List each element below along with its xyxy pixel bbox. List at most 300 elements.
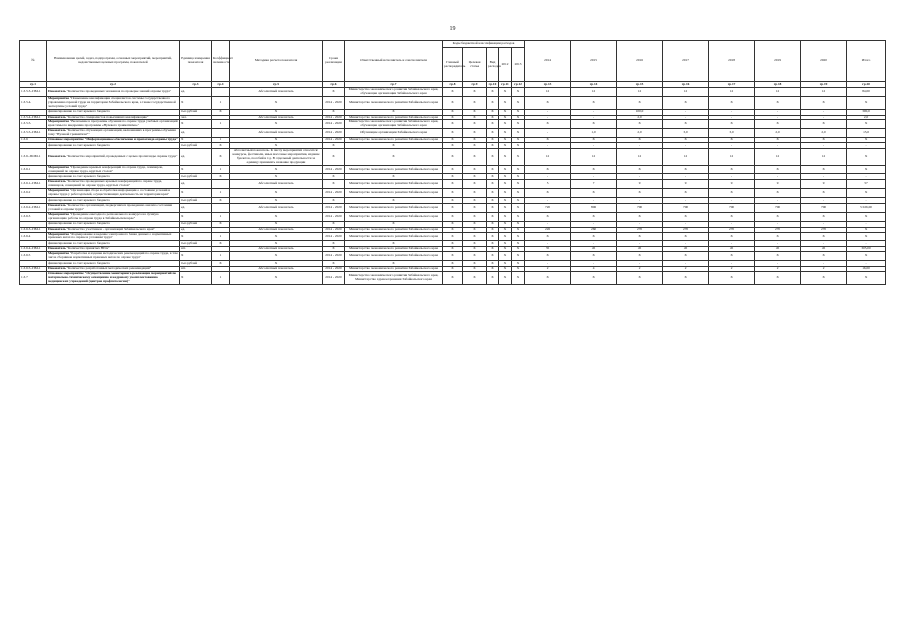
- table-cell: 12: [525, 148, 571, 165]
- table-cell: Х: [512, 115, 525, 120]
- table-cell: 2014 - 2020: [323, 96, 345, 109]
- table-cell: Х: [345, 109, 443, 115]
- table-cell: 4: [571, 267, 617, 272]
- column-number-cell: гр.6: [323, 82, 345, 88]
- table-cell: 226: [525, 227, 571, 232]
- table-cell: 12: [801, 148, 847, 165]
- table-cell: Х: [525, 212, 571, 221]
- table-cell: -: [755, 142, 801, 148]
- table-cell: Х: [499, 198, 512, 204]
- table-cell: Х: [487, 252, 499, 261]
- column-number-cell: гр.4: [212, 82, 230, 88]
- table-cell: Х: [847, 148, 886, 165]
- table-cell: Показатель "Количество проведенных экзаменов по проверке знаний охраны труда": [47, 88, 180, 97]
- table-cell: 1: [212, 232, 230, 241]
- table-cell: Х: [499, 272, 512, 285]
- table-cell: Х: [180, 212, 212, 221]
- table-cell: Х: [709, 120, 755, 129]
- table-cell: Министерство экономического развития Забайкальского края: [345, 252, 443, 261]
- table-cell: Х: [463, 272, 487, 285]
- table-cell: 1.3.6.4: [20, 232, 47, 241]
- table-cell: Х: [345, 142, 443, 148]
- table-cell: 45: [571, 247, 617, 252]
- column-number-cell: гр.11: [499, 82, 512, 88]
- table-cell: -: [525, 109, 571, 115]
- table-cell: -: [709, 198, 755, 204]
- table-cell: -: [847, 221, 886, 227]
- table-cell: -: [755, 109, 801, 115]
- table-cell: финансирование за счет краевого бюджета: [47, 261, 180, 267]
- table-cell: Х: [512, 267, 525, 272]
- table-cell: Х: [230, 165, 323, 174]
- table-cell: Х: [345, 241, 443, 247]
- table-cell: Х: [801, 252, 847, 261]
- table-cell: Х: [617, 165, 663, 174]
- table-cell: Х: [463, 109, 487, 115]
- table-cell: [212, 88, 230, 97]
- table-cell: Х: [212, 261, 230, 267]
- table-cell: -: [571, 198, 617, 204]
- table-cell: Х: [180, 165, 212, 174]
- table-cell: 300,0: [847, 109, 886, 115]
- table-cell: [212, 180, 230, 189]
- table-cell: -: [617, 261, 663, 267]
- table-cell: Х: [571, 96, 617, 109]
- table-cell: Х: [847, 272, 886, 285]
- table-cell: Х: [487, 165, 499, 174]
- table-cell: -: [847, 241, 886, 247]
- table-cell: 12: [571, 148, 617, 165]
- column-number-cell: гр.10: [487, 82, 499, 88]
- table-cell: Х: [443, 180, 463, 189]
- table-cell: 45: [755, 247, 801, 252]
- table-cell: Х: [487, 120, 499, 129]
- table-row: [20, 148, 886, 165]
- table-cell: Х: [512, 247, 525, 252]
- table-cell: 700: [617, 204, 663, 213]
- table-cell: Абсолютный показатель: [230, 227, 323, 232]
- table-cell: Министерство экономического развития Забайкальского края, обучающие организации Забайкальского края: [345, 88, 443, 97]
- table-cell: 700: [709, 204, 755, 213]
- table-cell: 2014 - 2020: [323, 227, 345, 232]
- table-cell: Х: [463, 227, 487, 232]
- table-cell: Х: [443, 241, 463, 247]
- table-cell: Х: [847, 189, 886, 198]
- table-cell: Х: [212, 174, 230, 180]
- table-cell: Министерство экономического развития Забайкальского края: [345, 189, 443, 198]
- table-cell: 9: [801, 180, 847, 189]
- table-cell: Х: [499, 96, 512, 109]
- table-cell: Х: [571, 212, 617, 221]
- table-cell: Х: [571, 138, 617, 143]
- table-cell: Х: [755, 252, 801, 261]
- table-cell: ед.: [180, 227, 212, 232]
- table-cell: Х: [512, 165, 525, 174]
- table-cell: 2,0: [801, 129, 847, 138]
- table-cell: Х: [617, 232, 663, 241]
- table-cell: Х: [443, 227, 463, 232]
- table-cell: -: [525, 142, 571, 148]
- table-cell: Х: [512, 148, 525, 165]
- table-cell: 12: [755, 148, 801, 165]
- table-cell: Х: [443, 272, 463, 285]
- table-cell: -: [617, 174, 663, 180]
- table-cell: 12: [801, 88, 847, 97]
- table-cell: Х: [443, 267, 463, 272]
- table-cell: Х: [512, 204, 525, 213]
- table-cell: Х: [709, 165, 755, 174]
- column-number-cell: гр.1: [20, 82, 47, 88]
- table-cell: Х: [212, 198, 230, 204]
- table-cell: Х: [463, 96, 487, 109]
- table-cell: Х: [617, 212, 663, 221]
- table-cell: Х: [212, 241, 230, 247]
- table-cell: Х: [512, 272, 525, 285]
- table-cell: Министерство экономического развития Забайкальского края: [345, 138, 443, 143]
- table-cell: шт.: [180, 247, 212, 252]
- table-cell: Х: [487, 241, 499, 247]
- table-cell: Х: [801, 272, 847, 285]
- table-cell: Х: [180, 120, 212, 129]
- table-cell: Х: [443, 88, 463, 97]
- table-cell: чел.: [180, 115, 212, 120]
- table-cell: Абсолютный показатель: [230, 115, 323, 120]
- table-cell: -: [847, 261, 886, 267]
- table-cell: -: [525, 198, 571, 204]
- table-cell: Х: [230, 174, 323, 180]
- table-cell: Абсолютный показатель. К числу мероприятий относятся: конкурсы, фестивали, иные массовые мероприятия, издание буклетов, пособий и т.д. В отдельный деятельности за единицу принимать название продукции: [230, 148, 323, 165]
- table-cell: 1.3.6.5: [20, 252, 47, 261]
- table-cell: 2: [663, 267, 709, 272]
- table-cell: 720: [525, 204, 571, 213]
- table-cell: -: [525, 241, 571, 247]
- table-cell: Показатель "Количество специалистов повысивших квалификацию": [47, 115, 180, 120]
- table-cell: 2: [525, 267, 571, 272]
- item-kind-label: Мероприятие: [48, 188, 69, 193]
- table-cell: Х: [801, 96, 847, 109]
- table-cell: Абсолютный показатель: [230, 267, 323, 272]
- table-cell: Х: [663, 252, 709, 261]
- table-cell: Х: [487, 221, 499, 227]
- table-cell: -: [571, 221, 617, 227]
- table-cell: Х: [463, 88, 487, 97]
- table-cell: Х: [512, 212, 525, 221]
- table-cell: Х: [487, 129, 499, 138]
- table-cell: 1.3.6.3.-ПМ-1: [20, 227, 47, 232]
- table-cell: Х: [487, 212, 499, 221]
- header-target-item: Целевая статья: [463, 48, 487, 82]
- item-kind-label: Основное мероприятие: [48, 137, 84, 142]
- table-cell: Х: [847, 227, 886, 232]
- table-cell: 9: [663, 180, 709, 189]
- table-cell: 1,0: [571, 129, 617, 138]
- table-cell: Х: [487, 261, 499, 267]
- table-cell: -: [617, 198, 663, 204]
- table-cell: 2: [801, 267, 847, 272]
- table-cell: Х: [463, 252, 487, 261]
- table-cell: Х: [487, 204, 499, 213]
- table-cell: Мероприятие "Проведение краевых конференций по охране труда, семинаров, совещаний по охране труда, круглых столов": [47, 165, 180, 174]
- table-cell: -: [525, 174, 571, 180]
- table-cell: Министерство экономического развития Забайкальского края: [345, 180, 443, 189]
- item-kind-label: Мероприятие: [48, 251, 69, 256]
- table-cell: Обучающие организации Забайкальского края: [345, 129, 443, 138]
- table-cell: Х: [443, 232, 463, 241]
- table-cell: Х: [709, 232, 755, 241]
- table-cell: Х: [443, 174, 463, 180]
- table-cell: Х: [212, 148, 230, 165]
- table-cell: Х: [512, 227, 525, 232]
- table-cell: Мероприятие "Повышение квалификации специалистов системы государственного управления охраной труда на территории Забайкальского края, а также государственной экспертизы условий труда": [47, 96, 180, 109]
- table-cell: -: [571, 109, 617, 115]
- table-body: [20, 88, 886, 285]
- table-cell: Х: [801, 120, 847, 129]
- table-cell: -: [663, 221, 709, 227]
- table-cell: 12: [755, 88, 801, 97]
- table-cell: тыс.рублей: [180, 261, 212, 267]
- table-cell: -: [801, 174, 847, 180]
- column-number-cell: гр.17: [709, 82, 755, 88]
- table-cell: Х: [499, 109, 512, 115]
- table-cell: Х: [463, 267, 487, 272]
- table-cell: -: [663, 198, 709, 204]
- table-cell: Х: [230, 109, 323, 115]
- table-cell: Х: [180, 252, 212, 261]
- table-cell: -: [709, 174, 755, 180]
- table-cell: Х: [487, 198, 499, 204]
- table-cell: 12: [663, 148, 709, 165]
- table-cell: 700: [663, 204, 709, 213]
- table-cell: Х: [345, 221, 443, 227]
- item-kind-label: Показатель: [48, 246, 66, 251]
- table-cell: 1.3.5.4.: [20, 96, 47, 109]
- table-cell: 5 026,00: [847, 204, 886, 213]
- table-cell: Абсолютный показатель: [230, 247, 323, 252]
- table-cell: Х: [499, 148, 512, 165]
- table-cell: -: [755, 115, 801, 120]
- table-cell: Х: [323, 142, 345, 148]
- table-cell: ед.: [180, 204, 212, 213]
- item-kind-label: Показатель: [48, 114, 66, 119]
- table-cell: Х: [345, 174, 443, 180]
- table-cell: 84,00: [847, 88, 886, 97]
- table-cell: Мероприятие "Проведение ежегодного регионального конкурса на лучшую организацию работы по охране труда в Забайкальском крае": [47, 212, 180, 221]
- table-cell: 1: [212, 138, 230, 143]
- table-cell: Показатель "Количество принятых НПА": [47, 247, 180, 252]
- table-cell: 1.3.6: [20, 138, 47, 143]
- table-cell: Х: [801, 232, 847, 241]
- table-cell: Х: [463, 148, 487, 165]
- table-cell: Х: [487, 267, 499, 272]
- table-cell: Х: [463, 261, 487, 267]
- table-cell: -: [709, 241, 755, 247]
- table-cell: Х: [617, 272, 663, 285]
- header-budget-codes: Коды бюджетной классификации расходов: [443, 41, 525, 48]
- table-cell: 270: [755, 227, 801, 232]
- table-cell: Х: [525, 252, 571, 261]
- table-cell: Х: [499, 241, 512, 247]
- table-cell: Х: [512, 96, 525, 109]
- table-cell: 305,00: [847, 247, 886, 252]
- table-cell: Х: [212, 109, 230, 115]
- table-cell: Х: [443, 212, 463, 221]
- table-cell: Х: [443, 165, 463, 174]
- column-number-cell: гр.2: [47, 82, 180, 88]
- table-cell: тыс.рублей: [180, 221, 212, 227]
- table-cell: Х: [463, 212, 487, 221]
- header-year-2015: 2015: [571, 41, 617, 82]
- table-cell: 1: [212, 165, 230, 174]
- item-kind-label: Основное мероприятие: [48, 271, 84, 275]
- table-cell: Показатель "Количество организаций, подвергшихся проведению анализа состояния условий и охраны труда": [47, 204, 180, 213]
- program-table-sheet: [19, 40, 886, 285]
- table-cell: ед.: [180, 148, 212, 165]
- table-cell: ед.: [180, 88, 212, 97]
- table-cell: 1: [212, 212, 230, 221]
- table-row: [20, 252, 886, 261]
- table-cell: -: [571, 174, 617, 180]
- table-cell: Х: [499, 129, 512, 138]
- table-cell: Министерство экономического развития Забайкальского края: [345, 267, 443, 272]
- table-cell: 2014 - 2020: [323, 267, 345, 272]
- table-cell: 2,0: [617, 129, 663, 138]
- table-cell: Х: [443, 189, 463, 198]
- table-cell: 1: [212, 120, 230, 129]
- table-cell: -: [847, 174, 886, 180]
- header-year-2014: 2014: [525, 41, 571, 82]
- header-year-2012: 2012: [499, 48, 512, 82]
- table-cell: Х: [443, 142, 463, 148]
- table-cell: 2,0: [755, 129, 801, 138]
- item-kind-label: Показатель: [48, 226, 66, 231]
- table-cell: -: [663, 241, 709, 247]
- table-cell: Х: [801, 165, 847, 174]
- table-cell: Министерство экономического развития Забайкальского края: [345, 115, 443, 120]
- table-cell: тыс.рублей: [180, 198, 212, 204]
- table-cell: Х: [443, 115, 463, 120]
- table-cell: Х: [323, 221, 345, 227]
- item-kind-label: Мероприятие: [48, 119, 69, 124]
- column-number-cell: гр.16: [663, 82, 709, 88]
- table-cell: Х: [499, 212, 512, 221]
- table-cell: -: [617, 221, 663, 227]
- column-number-cell: гр.14: [571, 82, 617, 88]
- table-cell: Х: [487, 247, 499, 252]
- table-cell: 1: [212, 252, 230, 261]
- item-kind-label: Мероприятие: [48, 231, 69, 236]
- table-cell: Х: [512, 261, 525, 267]
- table-cell: 35: [525, 247, 571, 252]
- table-cell: 2014 - 2020: [323, 232, 345, 241]
- table-cell: Х: [323, 148, 345, 165]
- header-coef: Коэффициент значимости: [212, 41, 230, 82]
- table-cell: 700: [755, 204, 801, 213]
- header-num: №: [20, 41, 47, 82]
- table-cell: 9: [755, 180, 801, 189]
- item-kind-label: Мероприятие: [48, 164, 69, 169]
- item-kind-label: Мероприятие: [48, 95, 69, 100]
- item-kind-label: Показатель: [48, 88, 66, 93]
- column-number-cell: гр.19: [801, 82, 847, 88]
- page-number: 19: [449, 26, 456, 32]
- table-cell: Х: [663, 165, 709, 174]
- table-cell: 5: [525, 180, 571, 189]
- table-cell: Х: [345, 148, 443, 165]
- table-cell: 9: [617, 180, 663, 189]
- table-cell: Х: [499, 261, 512, 267]
- table-cell: Х: [755, 165, 801, 174]
- table-cell: Х: [755, 232, 801, 241]
- table-cell: Х: [663, 138, 709, 143]
- table-cell: Х: [487, 227, 499, 232]
- table-cell: Х: [230, 232, 323, 241]
- table-cell: -: [663, 142, 709, 148]
- table-cell: -: [755, 261, 801, 267]
- table-cell: Х: [463, 115, 487, 120]
- table-cell: Х: [323, 247, 345, 252]
- table-cell: -: [755, 174, 801, 180]
- table-cell: -: [801, 261, 847, 267]
- table-cell: -: [755, 198, 801, 204]
- table-cell: финансирование за счет краевого бюджета: [47, 109, 180, 115]
- header-year-2017: 2017: [663, 41, 709, 82]
- table-cell: Х: [755, 120, 801, 129]
- table-cell: тыс.рублей: [180, 174, 212, 180]
- table-cell: 57: [847, 180, 886, 189]
- table-cell: Х: [499, 138, 512, 143]
- table-cell: Показатель "Количество обучающих организаций, включивших в программы обучения тему "Нулевой травматизм"": [47, 129, 180, 138]
- table-cell: 1.3.5.5.: [20, 120, 47, 129]
- table-cell: Министерство экономического развития Забайкальского края: [345, 232, 443, 241]
- header-name: Наименование целей, задач, подпрограмм, основных мероприятий, мероприятий, ведомственных целевых программ, показателей: [47, 41, 180, 82]
- table-cell: Х: [709, 252, 755, 261]
- table-cell: Х: [487, 96, 499, 109]
- table-cell: -: [709, 221, 755, 227]
- table-cell: 12: [617, 88, 663, 97]
- table-cell: -: [847, 142, 886, 148]
- table-cell: Х: [180, 272, 212, 285]
- table-cell: -: [755, 221, 801, 227]
- table-cell: -: [709, 261, 755, 267]
- table-cell: ед.: [180, 129, 212, 138]
- table-cell: Министерство экономического развития Забайкальского края, обучающие организации Забайкальского края: [345, 120, 443, 129]
- table-cell: Х: [323, 88, 345, 97]
- table-row: [20, 189, 886, 198]
- header-year-2013: 2013: [512, 48, 525, 82]
- table-cell: Х: [571, 120, 617, 129]
- table-cell: 12: [663, 88, 709, 97]
- program-indicators-table: [19, 40, 886, 285]
- table-cell: Х: [443, 247, 463, 252]
- table-cell: 2014 - 2020: [323, 204, 345, 213]
- table-cell: 1.3.6.2.-ПМ-1: [20, 204, 47, 213]
- table-cell: Х: [230, 96, 323, 109]
- table-cell: Министерство экономического развития Забайкальского края: [345, 212, 443, 221]
- table-cell: Х: [663, 120, 709, 129]
- column-number-cell: гр.20: [847, 82, 886, 88]
- table-cell: Х: [617, 189, 663, 198]
- table-cell: Х: [212, 142, 230, 148]
- table-cell: 1.3.5.3.-ПМ-1: [20, 88, 47, 97]
- table-cell: Министерство экономического развития Забайкальского края: [345, 247, 443, 252]
- table-cell: Х: [512, 138, 525, 143]
- table-cell: 45: [801, 247, 847, 252]
- table-cell: Х: [463, 221, 487, 227]
- table-cell: Х: [755, 212, 801, 221]
- table-cell: -: [617, 241, 663, 247]
- table-cell: Х: [512, 109, 525, 115]
- item-kind-label: Показатель: [48, 266, 66, 271]
